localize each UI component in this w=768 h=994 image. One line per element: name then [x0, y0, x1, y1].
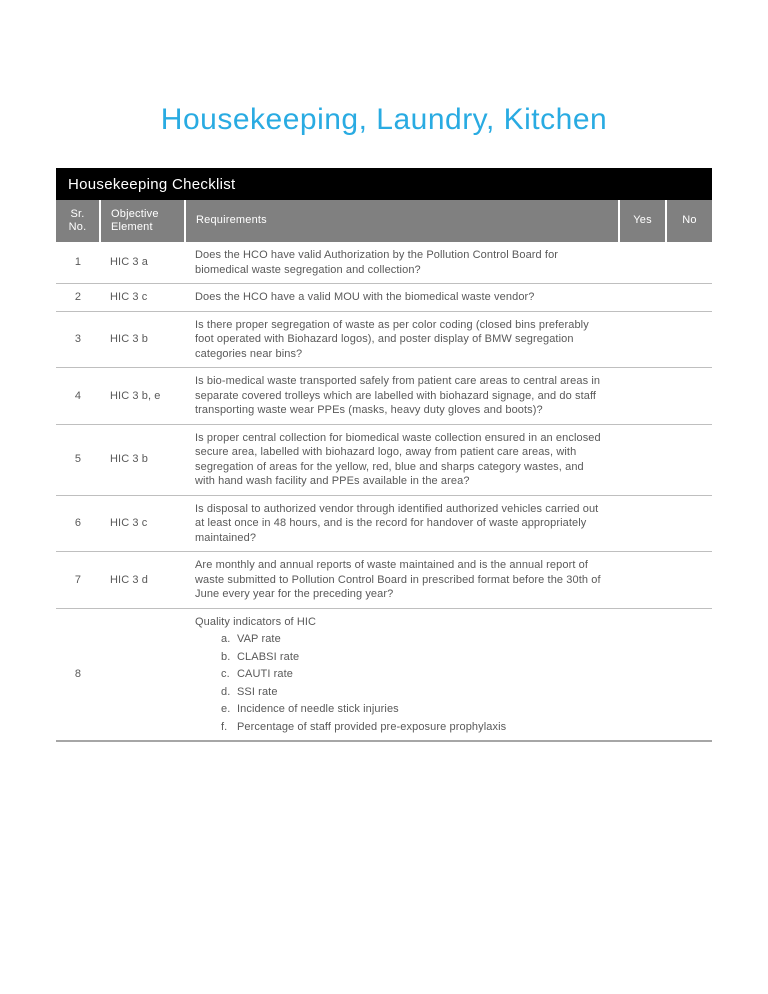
list-item — [195, 702, 605, 717]
list-item-marker: c. — [221, 668, 230, 680]
yes-cell — [619, 311, 666, 368]
checklist-table — [56, 200, 712, 742]
list-item — [195, 667, 605, 682]
list-item-text: CAUTI rate — [237, 668, 294, 680]
sr-cell: 1 — [74, 256, 82, 269]
sr-cell: 2 — [56, 284, 100, 312]
no-cell — [666, 495, 712, 552]
column-header-requirements: Requirements — [185, 200, 619, 242]
list-item-text: SSI rate — [237, 685, 278, 698]
list-item — [195, 720, 605, 735]
sr-cell: 6 — [56, 495, 100, 552]
sr-cell: 4 — [56, 368, 100, 425]
requirement-cell: Is disposal to authorized vendor through identified authorized vehicles carried out at least once in 48 hours, and is the record for handover of waste appropriately maintained? — [185, 495, 619, 552]
table-row — [56, 311, 712, 368]
yes-cell — [619, 495, 666, 552]
list-item-marker: b. — [221, 650, 231, 663]
sr-cell: 5 — [56, 424, 100, 495]
column-header-objective-element: Objective Element — [100, 200, 185, 242]
requirement-cell: Are monthly and annual reports of waste maintained and is the annual report of waste submitted to Pollution Control Board in prescribed format before the 30th of June every year for the preceding year? — [185, 552, 619, 609]
list-item-marker: d. — [221, 685, 231, 698]
yes-cell — [619, 368, 666, 425]
no-cell — [666, 368, 712, 425]
list-item-marker: f. — [221, 720, 228, 733]
requirement-cell — [185, 608, 619, 741]
list-item-text: Incidence of needle stick injuries — [237, 703, 399, 715]
table-row — [56, 242, 712, 284]
housekeeping-checklist-table — [56, 168, 712, 742]
element-cell — [100, 608, 185, 741]
yes-cell — [619, 424, 666, 495]
quality-indicators-heading: Quality indicators of HIC — [195, 615, 317, 628]
yes-cell — [619, 242, 666, 284]
table-title: Housekeeping Checklist — [68, 175, 236, 193]
table-row — [56, 608, 712, 741]
element-cell: HIC 3 b — [100, 311, 185, 368]
element-cell: HIC 3 b — [100, 424, 185, 495]
no-cell — [666, 608, 712, 741]
yes-cell — [619, 608, 666, 741]
sr-cell: 8 — [56, 608, 100, 741]
yes-cell — [619, 552, 666, 609]
list-item-text: Percentage of staff provided pre-exposure prophylaxis — [237, 720, 507, 733]
element-cell: HIC 3 d — [100, 552, 185, 609]
table-header-row — [56, 200, 712, 242]
requirement-cell: Does the HCO have a valid MOU with the biomedical waste vendor? — [185, 284, 619, 312]
yes-cell — [619, 284, 666, 312]
requirement-cell: Is bio-medical waste transported safely from patient care areas to central areas in separate covered trolleys which are labelled with biohazard signage, and do staff transporting waste wear PPEs (masks, heavy duty gloves and boots)? — [185, 368, 619, 425]
element-cell: HIC 3 b, e — [100, 368, 185, 425]
list-item-text: VAP rate — [237, 633, 281, 645]
element-cell: HIC 3 a — [110, 256, 148, 269]
list-item-text: CLABSI rate — [237, 650, 300, 663]
no-cell — [666, 242, 712, 284]
quality-indicators-list — [195, 632, 605, 734]
list-item-marker: a. — [221, 633, 231, 645]
no-cell — [666, 311, 712, 368]
no-cell — [666, 424, 712, 495]
list-item — [195, 650, 605, 665]
column-header-yes: Yes — [619, 200, 666, 242]
list-item — [195, 685, 605, 700]
table-row — [56, 368, 712, 425]
list-item-marker: e. — [221, 703, 231, 715]
column-header-no: No — [666, 200, 712, 242]
table-title-bar — [56, 168, 712, 200]
element-cell: HIC 3 c — [100, 284, 185, 312]
list-item — [195, 632, 605, 647]
page-title: Housekeeping, Laundry, Kitchen — [160, 103, 608, 136]
sr-cell: 3 — [56, 311, 100, 368]
element-cell: HIC 3 c — [100, 495, 185, 552]
column-header-sr-no: Sr. No. — [56, 200, 100, 242]
table-row — [56, 284, 712, 312]
requirement-cell: Is proper central collection for biomedical waste collection ensured in an enclosed secure area, labelled with biohazard logo, away from patient care areas, with segregation of areas for the yellow, red, blue and sharps category wastes, and with hand wash facility and PPEs available in the area? — [185, 424, 619, 495]
requirement-cell: Is there proper segregation of waste as per color coding (closed bins preferably foot operated with Biohazard logos), and poster display of BMW segregation categories near bins? — [185, 311, 619, 368]
no-cell — [666, 552, 712, 609]
no-cell — [666, 284, 712, 312]
table-row — [56, 424, 712, 495]
table-row — [56, 495, 712, 552]
requirement-cell: Does the HCO have valid Authorization by the Pollution Control Board for biomedical waste segregation and collection? — [195, 249, 559, 276]
table-row — [56, 552, 712, 609]
sr-cell: 7 — [56, 552, 100, 609]
